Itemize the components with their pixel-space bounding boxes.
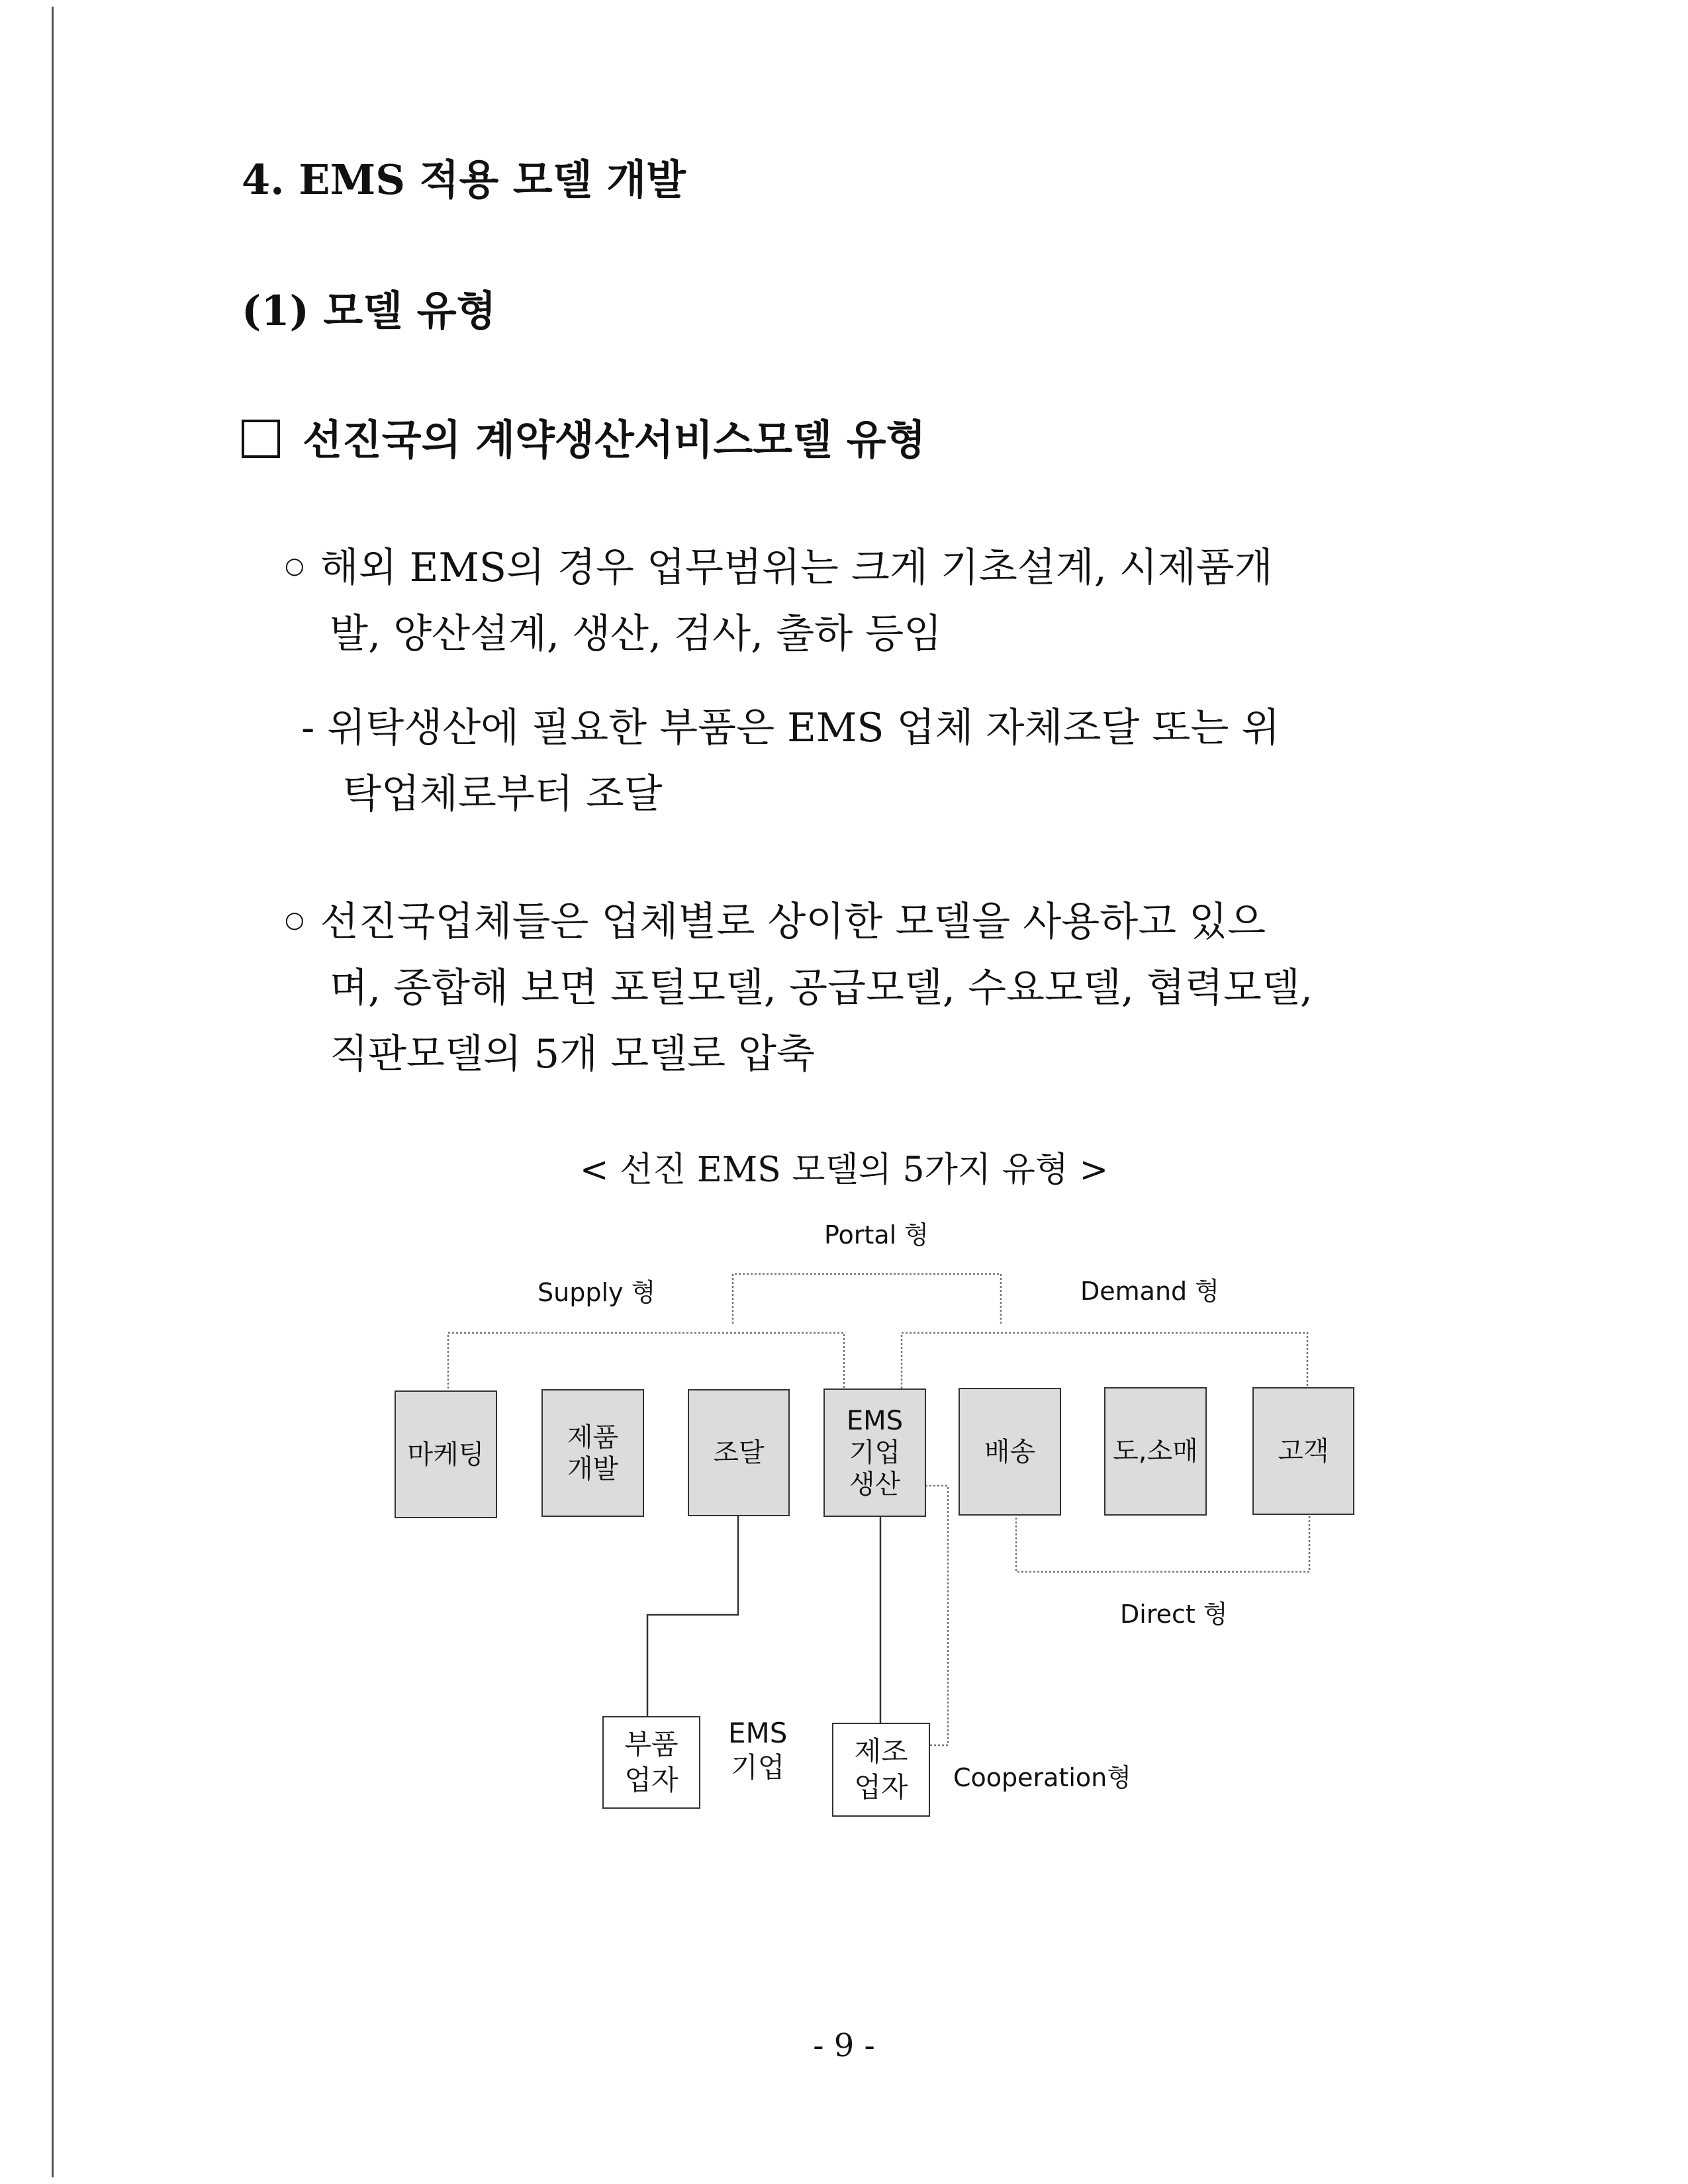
- node-marketing-label: 마케팅: [407, 1439, 485, 1470]
- node-procurement-label: 조달: [713, 1437, 765, 1468]
- circle-bullet-icon: ○: [285, 553, 305, 579]
- node-parts-supplier-line-2: 업자: [624, 1764, 679, 1796]
- portal-type-label: Portal 형: [824, 1220, 929, 1250]
- portal-connector: [733, 1274, 1001, 1324]
- ems-company-label-line-1: EMS: [728, 1717, 788, 1749]
- supply-connector: [448, 1333, 844, 1388]
- cooperation-connector: [925, 1486, 948, 1745]
- supply-type-label: Supply 형: [538, 1278, 656, 1307]
- node-manufacturer-line-1: 제조: [854, 1735, 908, 1768]
- circle-bullet-icon: ○: [285, 907, 305, 933]
- node-wholesale-retail-label: 도,소매: [1113, 1436, 1198, 1467]
- demand-connector: [902, 1333, 1307, 1388]
- node-manufacturer: [832, 1723, 930, 1817]
- bullet-1-line-2: 발, 양산설계, 생산, 검사, 출하 등임: [330, 611, 943, 657]
- figure-caption: < 선진 EMS 모델의 5가지 유형 >: [579, 1150, 1109, 1190]
- page-number: - 9 -: [813, 2027, 875, 2064]
- node-parts-supplier-line-1: 부품: [624, 1728, 679, 1760]
- topic-heading-text: 선진국의 계약생산서비스모델 유형: [303, 416, 926, 464]
- node-ems-production-line-3: 생산: [849, 1469, 901, 1500]
- bullet-2-line-1: 선진국업체들은 업체별로 상이한 모델을 사용하고 있으: [320, 899, 1266, 945]
- dash-line-2: 탁업체로부터 조달: [343, 771, 663, 817]
- direct-type-label: Direct 형: [1120, 1600, 1228, 1629]
- node-ems-production-line-1: EMS: [846, 1406, 904, 1436]
- direct-connector: [1016, 1514, 1309, 1572]
- subsection-heading: (1) 모델 유형: [242, 287, 496, 335]
- dash-line-1: - 위탁생산에 필요한 부품은 EMS 업체 자체조달 또는 위: [301, 705, 1280, 751]
- bullet-1-line-1: 해외 EMS의 경우 업무범위는 크게 기초설계, 시제품개: [320, 545, 1273, 591]
- node-delivery-label: 배송: [984, 1436, 1036, 1467]
- node-ems-production: [823, 1388, 926, 1517]
- bullet-2-line-2: 며, 종합해 보면 포털모델, 공급모델, 수요모델, 협력모델,: [330, 965, 1313, 1011]
- node-procurement: [688, 1389, 790, 1516]
- node-manufacturer-line-2: 업자: [854, 1771, 908, 1803]
- node-marketing: [395, 1390, 497, 1518]
- bullet-2-line-3: 직판모델의 5개 모델로 압축: [330, 1031, 815, 1077]
- node-ems-production-line-2: 기업: [849, 1437, 901, 1468]
- ems-company-label: [728, 1716, 787, 1785]
- node-wholesale-retail: [1104, 1387, 1207, 1516]
- procurement-parts-connector: [647, 1516, 738, 1719]
- node-customer-label: 고객: [1278, 1435, 1329, 1467]
- node-customer: [1252, 1387, 1354, 1515]
- solid-connectors: [647, 1516, 880, 1723]
- node-parts-supplier: [602, 1716, 700, 1809]
- node-product-development: [541, 1389, 644, 1517]
- ems-company-label-line-2: 기업: [731, 1751, 785, 1784]
- cooperation-type-label: Cooperation형: [953, 1763, 1131, 1792]
- demand-type-label: Demand 형: [1080, 1277, 1219, 1306]
- section-heading: 4. EMS 적용 모델 개발: [242, 156, 686, 204]
- node-product-development-line-1: 제품: [567, 1422, 619, 1453]
- node-delivery: [959, 1388, 1061, 1516]
- node-product-development-line-2: 개발: [567, 1453, 619, 1484]
